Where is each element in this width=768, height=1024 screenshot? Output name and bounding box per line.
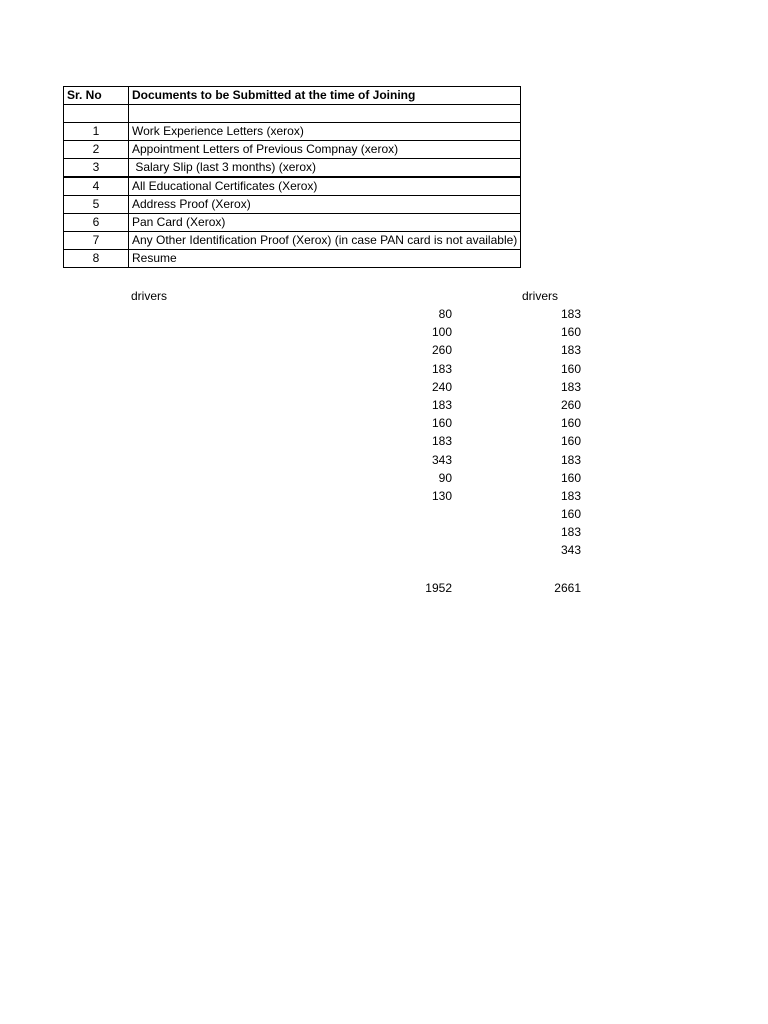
table-row [64, 214, 521, 232]
value-cell: 343 [560, 543, 581, 558]
sr-cell: 5 [64, 196, 129, 214]
value-cell: 183 [560, 343, 581, 358]
header-sr-no: Sr. No [64, 87, 129, 105]
document-cell: Any Other Identification Proof (Xerox) (in case PAN card is not available) [129, 232, 521, 250]
value-cell: 160 [560, 416, 581, 431]
value-cell: 100 [431, 325, 452, 340]
drivers-label-2: drivers [522, 289, 559, 303]
value-cell: 183 [560, 488, 581, 503]
drivers-label-1: drivers [131, 289, 168, 303]
value-cell: 343 [431, 452, 452, 467]
value-cell: 80 [438, 307, 452, 321]
table-row [64, 196, 521, 214]
sr-cell: 3 [64, 159, 129, 178]
empty-cell [64, 105, 129, 123]
sr-cell: 8 [64, 250, 129, 268]
header-documents: Documents to be Submitted at the time of Joining [129, 87, 521, 105]
table-row [64, 177, 521, 196]
value-cell: 160 [560, 434, 581, 449]
document-cell: Resume [129, 250, 521, 268]
document-cell: Salary Slip (last 3 months) (xerox) [129, 159, 521, 178]
document-cell: Address Proof (Xerox) [129, 196, 521, 214]
table-row [64, 250, 521, 268]
value-cell: 160 [431, 416, 452, 431]
value-cell: 183 [560, 525, 581, 540]
drivers-total-1: 1952 [425, 581, 452, 595]
sr-cell: 4 [64, 177, 129, 196]
value-cell: 183 [560, 452, 581, 467]
value-cell: 90 [438, 470, 452, 485]
document-cell: All Educational Certificates (Xerox) [129, 177, 521, 196]
drivers-values-1 [392, 305, 452, 505]
table-row [64, 123, 521, 141]
value-cell: 183 [431, 397, 452, 412]
table-row [64, 141, 521, 159]
table-row [64, 159, 521, 178]
value-cell: 160 [560, 470, 581, 485]
value-cell: 183 [431, 361, 452, 376]
sr-cell: 7 [64, 232, 129, 250]
value-cell: 160 [560, 361, 581, 376]
empty-row [64, 105, 521, 123]
document-cell: Appointment Letters of Previous Compnay (xerox) [129, 141, 521, 159]
document-cell: Work Experience Letters (xerox) [129, 123, 521, 141]
sr-cell: 1 [64, 123, 129, 141]
value-cell: 183 [560, 307, 581, 321]
document-cell: Pan Card (Xerox) [129, 214, 521, 232]
value-cell: 160 [560, 507, 581, 522]
sr-cell: 2 [64, 141, 129, 159]
empty-cell [129, 105, 521, 123]
value-cell: 183 [431, 434, 452, 449]
documents-table [63, 86, 521, 268]
drivers-total-2: 2661 [554, 581, 581, 595]
table-header-row [64, 87, 521, 105]
value-cell: 130 [431, 488, 452, 503]
value-cell: 183 [560, 379, 581, 394]
table-row [64, 232, 521, 250]
sr-cell: 6 [64, 214, 129, 232]
value-cell: 160 [560, 325, 581, 340]
value-cell: 260 [560, 397, 581, 412]
value-cell: 240 [431, 379, 452, 394]
drivers-values-2 [521, 305, 581, 560]
value-cell: 260 [431, 343, 452, 358]
